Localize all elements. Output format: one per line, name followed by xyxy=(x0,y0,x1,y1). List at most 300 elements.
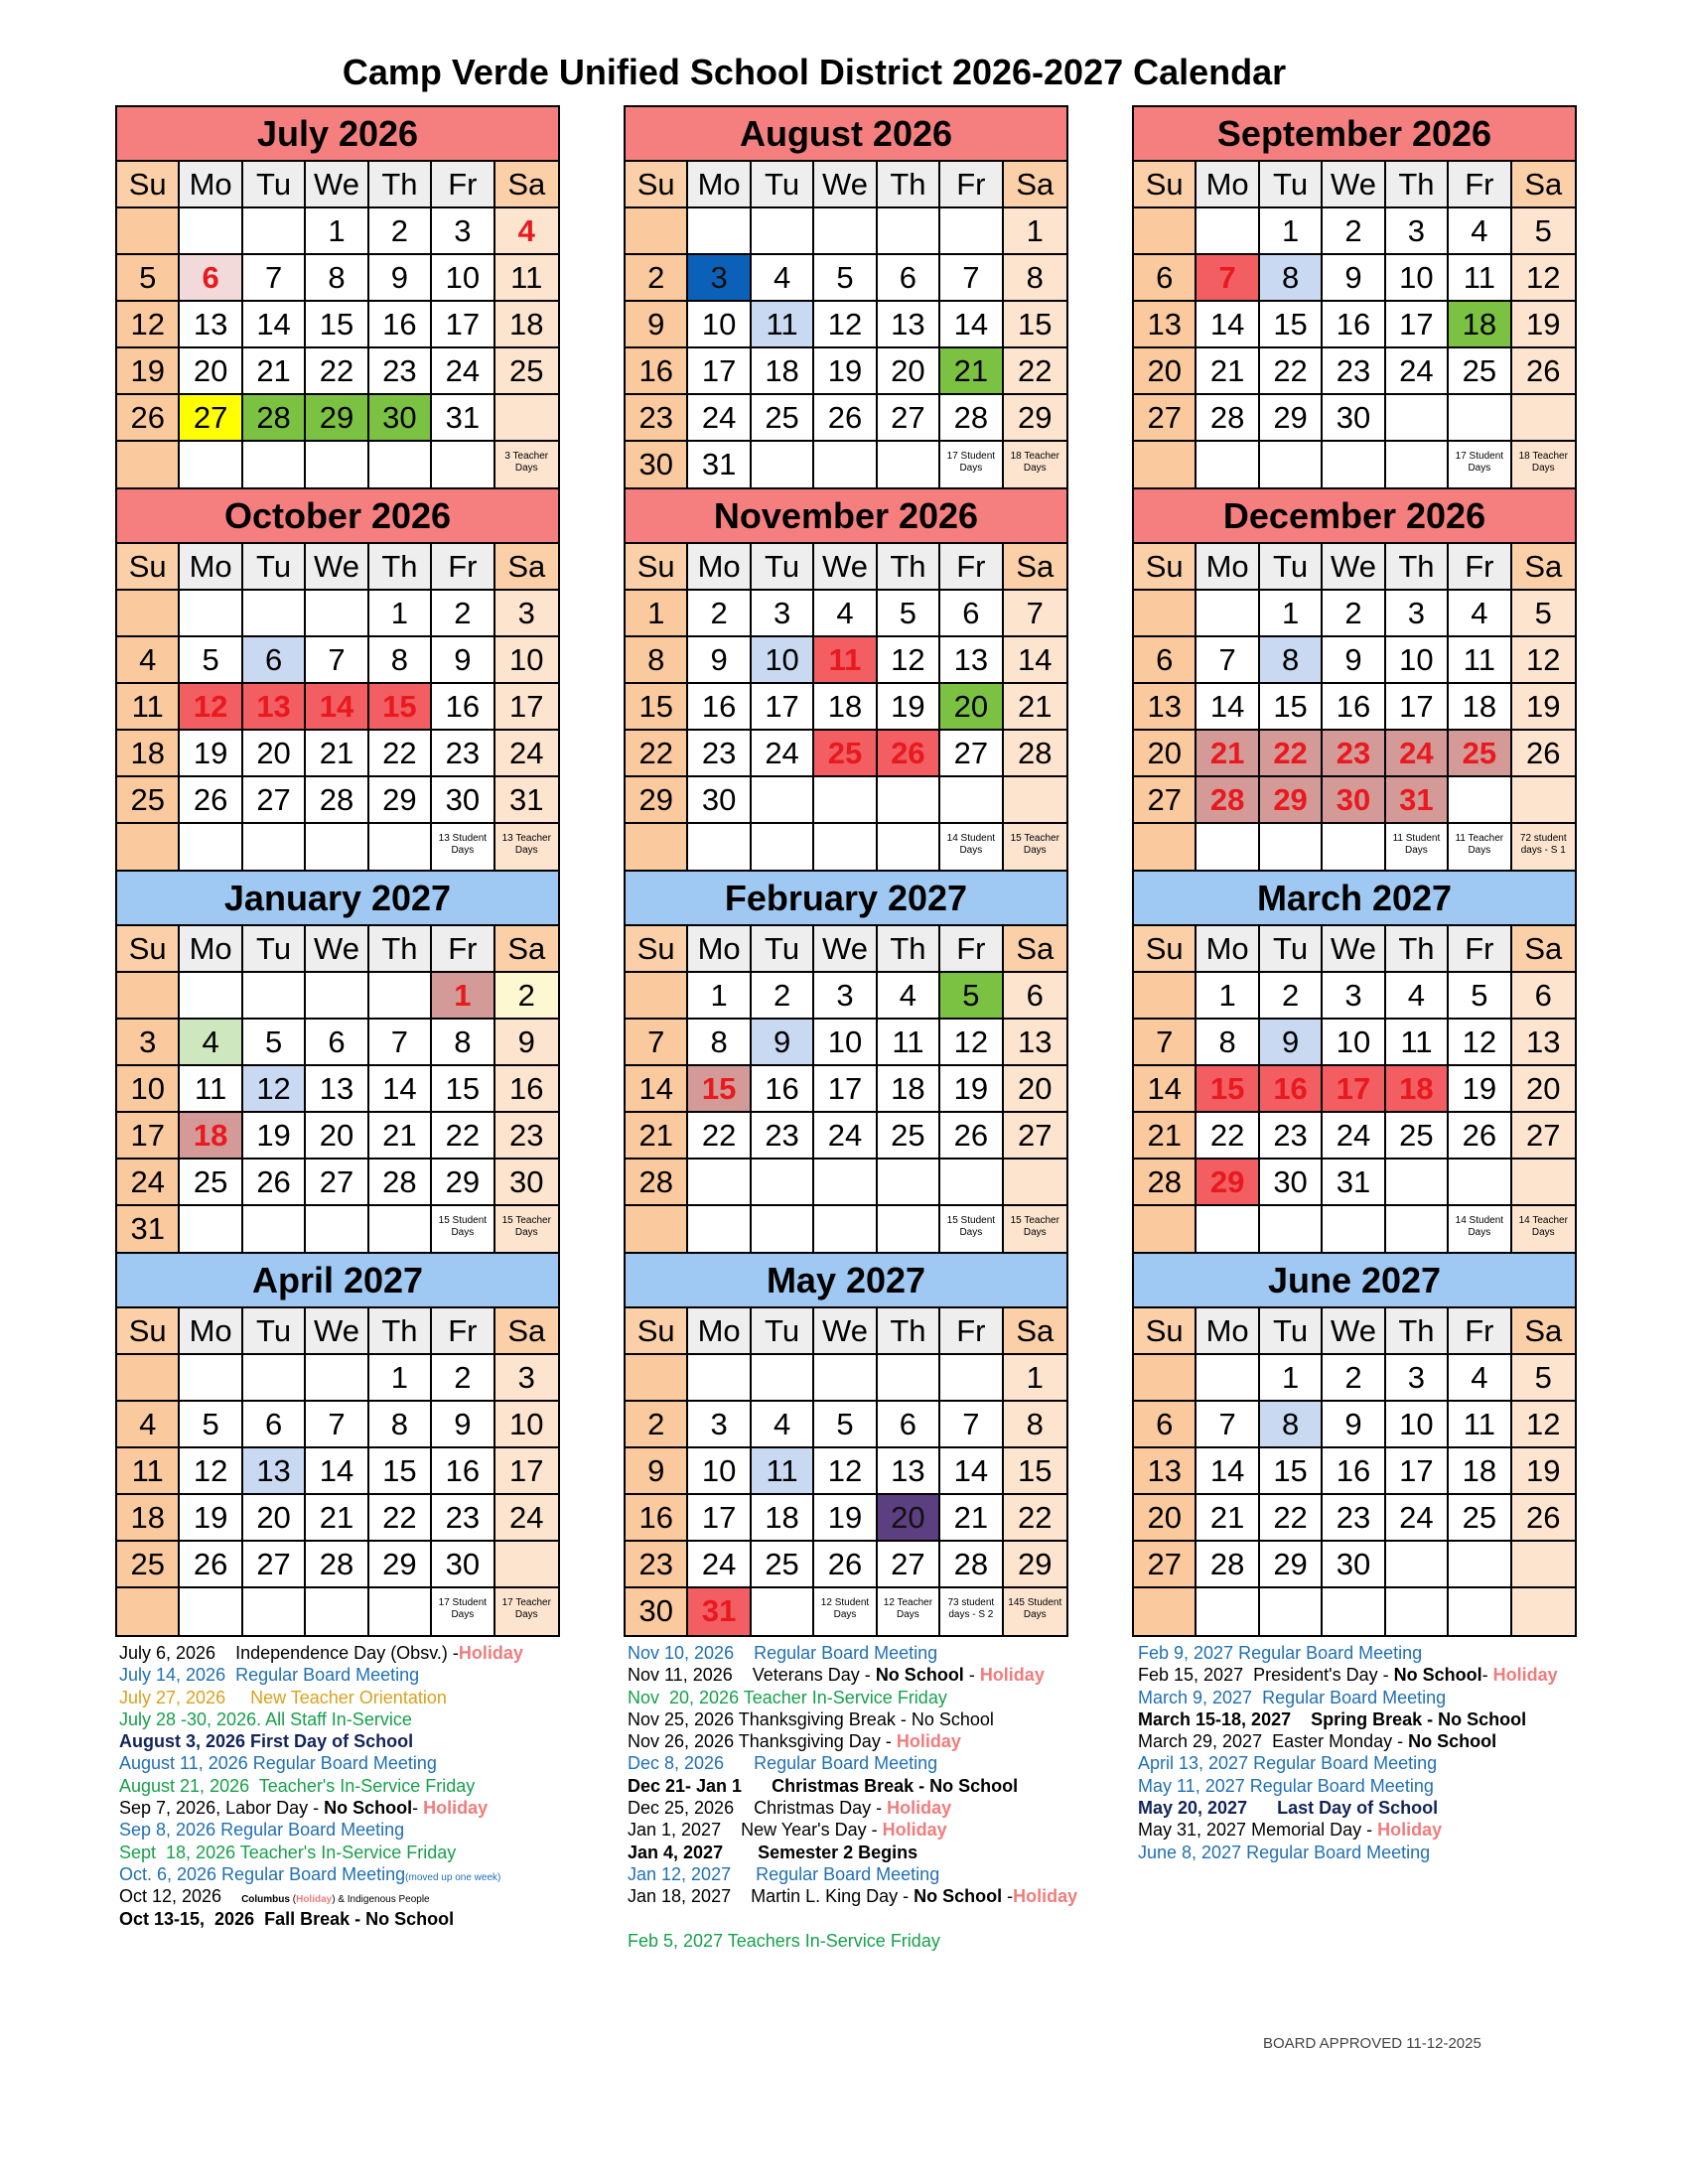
calendar-day: 31 xyxy=(688,442,751,488)
calendar-day: 28 xyxy=(306,1542,368,1588)
legend-line xyxy=(1138,1775,1615,1797)
empty-day xyxy=(752,442,814,488)
calendar-day: 16 xyxy=(688,684,751,731)
day-header: Th xyxy=(369,544,432,591)
calendar-day: 10 xyxy=(688,1448,751,1495)
empty-day xyxy=(1196,442,1259,488)
calendar-day: 11 xyxy=(752,302,814,348)
calendar-day: 8 xyxy=(369,1402,432,1448)
calendar-day: 9 xyxy=(432,637,494,684)
day-header: Su xyxy=(117,926,180,973)
empty-day xyxy=(1323,442,1385,488)
calendar-day: 21 xyxy=(1196,348,1259,395)
calendar-day: 10 xyxy=(814,1020,877,1066)
day-header: Fr xyxy=(432,544,494,591)
empty-day xyxy=(1449,1588,1511,1635)
legend-line xyxy=(628,1908,1124,1930)
calendar-day: 14 xyxy=(626,1066,688,1113)
legend-line xyxy=(119,1687,596,1708)
legend-text: Dec 25, 2026 Christmas Day - xyxy=(628,1798,888,1819)
day-header: Th xyxy=(369,162,432,208)
calendar-day: 20 xyxy=(1134,731,1196,777)
calendar-day: 5 xyxy=(814,1402,877,1448)
calendar-day: 18 xyxy=(752,1495,814,1542)
calendar-day: 21 xyxy=(1196,731,1259,777)
calendar-day: 25 xyxy=(117,777,180,824)
month-title: November 2026 xyxy=(626,489,1066,544)
day-header: Tu xyxy=(243,926,306,973)
empty-day xyxy=(814,1355,877,1402)
calendar-day: 13 xyxy=(1134,302,1196,348)
calendar-day: 5 xyxy=(1512,208,1575,255)
calendar-day: 12 xyxy=(1512,637,1575,684)
calendar-day: 23 xyxy=(1323,1495,1385,1542)
legend-text: - xyxy=(412,1798,424,1819)
calendar-day: 4 xyxy=(1449,591,1511,637)
calendar-day: 13 xyxy=(1134,684,1196,731)
month-title: June 2027 xyxy=(1134,1254,1575,1308)
empty-day xyxy=(1134,973,1196,1020)
calendar-day: 14 xyxy=(306,1448,368,1495)
day-header: Fr xyxy=(1449,1308,1511,1355)
day-count-note: 17 Student Days xyxy=(438,1597,488,1620)
calendar-day: 2 xyxy=(369,208,432,255)
calendar-day: 10 xyxy=(117,1066,180,1113)
calendar-day: 23 xyxy=(369,348,432,395)
day-count-note: 11 Student Days xyxy=(1392,833,1441,856)
month-calendar xyxy=(115,105,560,490)
calendar-day: 30 xyxy=(369,395,432,442)
legend-text: Holiday xyxy=(887,1798,952,1819)
calendar-day: 22 xyxy=(1260,348,1323,395)
calendar-day: 26 xyxy=(117,395,180,442)
empty-day xyxy=(626,973,688,1020)
month-calendar xyxy=(624,487,1068,873)
empty-day xyxy=(814,824,877,871)
legend-line xyxy=(628,1930,1124,1952)
calendar-day: 4 xyxy=(180,1020,242,1066)
calendar-day: 23 xyxy=(1323,348,1385,395)
day-header: Su xyxy=(1134,162,1196,208)
calendar-day: 20 xyxy=(878,348,940,395)
day-count-note: 17 Teacher Days xyxy=(501,1597,551,1620)
day-count-note: 18 Teacher Days xyxy=(1010,451,1059,474)
empty-day xyxy=(626,824,688,871)
calendar-day: 16 xyxy=(1323,302,1385,348)
empty-day xyxy=(752,1206,814,1253)
day-header: We xyxy=(1323,544,1385,591)
empty-day xyxy=(1449,1160,1511,1206)
day-header: Th xyxy=(1386,544,1449,591)
legend-line xyxy=(628,1797,1124,1819)
calendar-day: 14 xyxy=(940,1448,1003,1495)
legend-text: Oct 13-15, 2026 Fall Break - No School xyxy=(119,1908,455,1929)
calendar-day: 30 xyxy=(626,1588,688,1635)
calendar-day: 4 xyxy=(1386,973,1449,1020)
calendar-day: 11 xyxy=(495,255,558,302)
calendar-day: 11 xyxy=(180,1066,242,1113)
legend-text: March 15-18, 2027 Spring Break - No School xyxy=(1138,1708,1527,1729)
day-header: Sa xyxy=(1004,162,1066,208)
calendar-day: 22 xyxy=(432,1113,494,1160)
page-title: Camp Verde Unified School District 2026-2027 Calendar xyxy=(342,52,1287,92)
empty-day xyxy=(1449,395,1511,442)
calendar-day: 9 xyxy=(752,1020,814,1066)
calendar-day: 29 xyxy=(1196,1160,1259,1206)
calendar-day: 4 xyxy=(752,255,814,302)
calendar-day: 13 xyxy=(243,684,306,731)
legend-text: ) & Indigenous People xyxy=(332,1894,430,1906)
calendar-day: 12 xyxy=(814,1448,877,1495)
calendar-day: 1 xyxy=(1260,591,1323,637)
day-count-note: 15 Teacher Days xyxy=(1010,833,1059,856)
calendar-day: 1 xyxy=(688,973,751,1020)
day-header: Fr xyxy=(1449,926,1511,973)
day-header: Th xyxy=(1386,1308,1449,1355)
month-calendar xyxy=(1132,870,1577,1255)
calendar-day: 12 xyxy=(180,1448,242,1495)
empty-day xyxy=(180,824,242,871)
day-header: Mo xyxy=(688,926,751,973)
calendar-day: 15 xyxy=(688,1066,751,1113)
legend-line xyxy=(1138,1642,1615,1664)
calendar-day: 22 xyxy=(369,1495,432,1542)
note-cell xyxy=(1512,824,1575,871)
legend-text: March 29, 2027 Easter Monday - xyxy=(1138,1731,1409,1752)
calendar-day: 10 xyxy=(1386,1402,1449,1448)
calendar-day: 5 xyxy=(1449,973,1511,1020)
day-header: Th xyxy=(369,926,432,973)
empty-day xyxy=(243,1588,306,1635)
legend-text: April 13, 2027 Regular Board Meeting xyxy=(1138,1753,1438,1774)
day-count-note: 12 Teacher Days xyxy=(883,1597,933,1620)
day-header: We xyxy=(306,1308,368,1355)
calendar-day: 28 xyxy=(1196,1542,1259,1588)
legend-line xyxy=(628,1863,1124,1885)
day-header: Su xyxy=(1134,1308,1196,1355)
calendar-day: 29 xyxy=(1260,1542,1323,1588)
calendar-day: 21 xyxy=(1004,684,1066,731)
legend-text: Feb 5, 2027 Teachers In-Service Friday xyxy=(628,1930,940,1951)
day-header: Mo xyxy=(688,544,751,591)
calendar-day: 19 xyxy=(117,348,180,395)
calendar-day: 8 xyxy=(1004,1402,1066,1448)
legend-line xyxy=(628,1642,1124,1664)
day-header: We xyxy=(306,926,368,973)
empty-day xyxy=(369,1588,432,1635)
empty-day xyxy=(306,824,368,871)
calendar-day: 19 xyxy=(814,1495,877,1542)
calendar-day: 19 xyxy=(180,731,242,777)
legend-text: Feb 15, 2027 President's Day - xyxy=(1138,1665,1394,1686)
calendar-day: 26 xyxy=(243,1160,306,1206)
day-header: Su xyxy=(626,1308,688,1355)
calendar-day: 11 xyxy=(814,637,877,684)
legend-text: Holiday xyxy=(896,1731,961,1752)
legend-line xyxy=(628,1687,1124,1708)
day-header: Sa xyxy=(1004,544,1066,591)
legend-text: August 21, 2026 Teacher's In-Service Friday xyxy=(119,1775,476,1796)
empty-day xyxy=(180,1588,242,1635)
empty-day xyxy=(814,777,877,824)
day-header: Fr xyxy=(940,544,1003,591)
legend-text: Feb 9, 2027 Regular Board Meeting xyxy=(1138,1643,1423,1663)
legend-text: - xyxy=(963,1665,980,1686)
legend-text: Jan 18, 2027 Martin L. King Day - xyxy=(628,1886,915,1907)
calendar-day: 24 xyxy=(495,1495,558,1542)
empty-day xyxy=(1004,1160,1066,1206)
note-cell xyxy=(1386,824,1449,871)
legend-line xyxy=(1138,1797,1615,1819)
calendar-day: 31 xyxy=(495,777,558,824)
legend-text: May 11, 2027 Regular Board Meeting xyxy=(1138,1775,1434,1796)
empty-day xyxy=(1134,1588,1196,1635)
calendar-day: 11 xyxy=(117,684,180,731)
note-cell xyxy=(1004,1206,1066,1253)
legend-text: No School xyxy=(914,1886,1003,1907)
calendar-day: 22 xyxy=(1004,348,1066,395)
calendar-day: 22 xyxy=(306,348,368,395)
empty-day xyxy=(1386,1160,1449,1206)
day-header: Mo xyxy=(180,544,242,591)
calendar-day: 27 xyxy=(1512,1113,1575,1160)
legend-text: Oct. 6, 2026 Regular Board Meeting xyxy=(119,1863,406,1884)
calendar-day: 19 xyxy=(1449,1066,1511,1113)
empty-day xyxy=(752,208,814,255)
day-header: Mo xyxy=(1196,1308,1259,1355)
calendar-day: 4 xyxy=(117,1402,180,1448)
note-cell xyxy=(495,824,558,871)
calendar-day: 6 xyxy=(306,1020,368,1066)
calendar-day: 21 xyxy=(369,1113,432,1160)
empty-day xyxy=(940,1355,1003,1402)
day-count-note: 73 student days - S 2 xyxy=(947,1597,995,1620)
day-header: Tu xyxy=(1260,162,1323,208)
calendar-day: 24 xyxy=(432,348,494,395)
empty-day xyxy=(306,1588,368,1635)
empty-day xyxy=(1134,1206,1196,1253)
calendar-day: 22 xyxy=(1260,731,1323,777)
empty-day xyxy=(180,973,242,1020)
calendar-day: 26 xyxy=(878,731,940,777)
calendar-day: 28 xyxy=(1004,731,1066,777)
legend-text: Holiday xyxy=(1013,1886,1078,1907)
calendar-day: 16 xyxy=(626,1495,688,1542)
calendar-day: 29 xyxy=(306,395,368,442)
calendar-day: 5 xyxy=(1512,1355,1575,1402)
calendar-day: 15 xyxy=(369,1448,432,1495)
day-count-note: 18 Teacher Days xyxy=(1518,451,1568,474)
month-title: January 2027 xyxy=(117,872,558,926)
empty-day xyxy=(688,1160,751,1206)
empty-day xyxy=(1196,824,1259,871)
legend-line xyxy=(119,1842,596,1863)
calendar-day: 4 xyxy=(814,591,877,637)
day-header: Mo xyxy=(180,162,242,208)
calendar-day: 2 xyxy=(432,591,494,637)
calendar-day: 12 xyxy=(940,1020,1003,1066)
day-count-note: 14 Student Days xyxy=(1455,1215,1504,1238)
day-count-note: 15 Teacher Days xyxy=(1010,1215,1059,1238)
legend-text: Jan 1, 2027 New Year's Day - xyxy=(628,1820,883,1841)
calendar-day: 20 xyxy=(306,1113,368,1160)
month-calendar xyxy=(624,870,1068,1255)
legend-line xyxy=(1138,1842,1615,1863)
calendar-day: 16 xyxy=(1323,1448,1385,1495)
calendar-day: 2 xyxy=(495,973,558,1020)
legend-line xyxy=(119,1885,596,1907)
day-header: Sa xyxy=(1512,1308,1575,1355)
calendar-day: 25 xyxy=(1449,348,1511,395)
calendar-day: 17 xyxy=(1386,1448,1449,1495)
calendar-day: 8 xyxy=(1260,1402,1323,1448)
calendar-day: 26 xyxy=(180,777,242,824)
calendar-day: 9 xyxy=(688,637,751,684)
calendar-day: 17 xyxy=(814,1066,877,1113)
empty-day xyxy=(1323,1206,1385,1253)
calendar-day: 23 xyxy=(1323,731,1385,777)
calendar-day: 5 xyxy=(1512,591,1575,637)
calendar-day: 13 xyxy=(1004,1020,1066,1066)
day-count-note: 13 Teacher Days xyxy=(501,833,551,856)
legend-text: Nov 20, 2026 Teacher In-Service Friday xyxy=(628,1687,947,1707)
empty-day xyxy=(432,442,494,488)
empty-day xyxy=(940,208,1003,255)
day-count-note: 14 Student Days xyxy=(946,833,996,856)
empty-day xyxy=(752,777,814,824)
legend-line xyxy=(1138,1752,1615,1774)
empty-day xyxy=(688,208,751,255)
empty-day xyxy=(1386,442,1449,488)
calendar-day: 12 xyxy=(1512,1402,1575,1448)
day-header: Tu xyxy=(752,1308,814,1355)
day-header: Su xyxy=(1134,544,1196,591)
calendar-day: 18 xyxy=(1449,1448,1511,1495)
month-calendar xyxy=(1132,487,1577,873)
calendar-day: 27 xyxy=(243,1542,306,1588)
calendar-day: 1 xyxy=(369,591,432,637)
month-title: August 2026 xyxy=(626,107,1066,162)
empty-day xyxy=(1449,1542,1511,1588)
calendar-day: 30 xyxy=(432,1542,494,1588)
empty-day xyxy=(117,973,180,1020)
legend-text: Holiday xyxy=(458,1643,523,1663)
calendar-day: 13 xyxy=(1134,1448,1196,1495)
calendar-day: 15 xyxy=(306,302,368,348)
calendar-day: 6 xyxy=(878,1402,940,1448)
calendar-day: 4 xyxy=(117,637,180,684)
calendar-day: 8 xyxy=(1260,637,1323,684)
day-header: Th xyxy=(1386,926,1449,973)
note-cell xyxy=(1449,1206,1511,1253)
calendar-day: 6 xyxy=(1134,637,1196,684)
day-header: Sa xyxy=(1004,926,1066,973)
day-header: Fr xyxy=(432,1308,494,1355)
calendar-day: 14 xyxy=(940,302,1003,348)
calendar-day: 29 xyxy=(626,777,688,824)
legend-text: No School xyxy=(1393,1665,1482,1686)
calendar-day: 7 xyxy=(1196,637,1259,684)
day-header: Su xyxy=(626,926,688,973)
day-header: Sa xyxy=(495,544,558,591)
day-header: Su xyxy=(117,544,180,591)
legend-line xyxy=(628,1708,1124,1730)
calendar-day: 17 xyxy=(752,684,814,731)
calendar-day: 27 xyxy=(243,777,306,824)
empty-day xyxy=(1196,1206,1259,1253)
calendar-day: 26 xyxy=(940,1113,1003,1160)
calendar-day: 7 xyxy=(940,1402,1003,1448)
calendar-day: 25 xyxy=(1386,1113,1449,1160)
calendar-day: 6 xyxy=(180,255,242,302)
empty-day xyxy=(878,1206,940,1253)
calendar-day: 12 xyxy=(1512,255,1575,302)
day-header: Fr xyxy=(940,162,1003,208)
calendar-day: 6 xyxy=(243,637,306,684)
calendar-day: 15 xyxy=(1196,1066,1259,1113)
note-cell xyxy=(940,442,1003,488)
calendar-day: 18 xyxy=(878,1066,940,1113)
calendar-day: 28 xyxy=(626,1160,688,1206)
calendar-day: 18 xyxy=(752,348,814,395)
note-cell xyxy=(814,1588,877,1635)
calendar-day: 31 xyxy=(1323,1160,1385,1206)
month-title: March 2027 xyxy=(1134,872,1575,926)
note-cell xyxy=(432,1588,494,1635)
calendar-day: 7 xyxy=(1134,1020,1196,1066)
day-header: Tu xyxy=(243,162,306,208)
day-header: Su xyxy=(1134,926,1196,973)
legend-text: July 6, 2026 Independence Day (Obsv.) - xyxy=(119,1643,459,1663)
calendar-day: 25 xyxy=(752,395,814,442)
note-cell xyxy=(495,1206,558,1253)
empty-day xyxy=(117,442,180,488)
calendar-day: 8 xyxy=(1260,255,1323,302)
calendar-day: 16 xyxy=(495,1066,558,1113)
day-count-note: 3 Teacher Days xyxy=(504,451,549,474)
calendar-day: 13 xyxy=(306,1066,368,1113)
calendar-day: 17 xyxy=(432,302,494,348)
calendar-day: 16 xyxy=(369,302,432,348)
day-header: Th xyxy=(878,926,940,973)
month-title: September 2026 xyxy=(1134,107,1575,162)
calendar-day: 28 xyxy=(940,1542,1003,1588)
calendar-day: 29 xyxy=(369,777,432,824)
legend-text: Jan 12, 2027 Regular Board Meeting xyxy=(628,1863,940,1884)
calendar-day: 19 xyxy=(1512,302,1575,348)
empty-day xyxy=(306,1355,368,1402)
empty-day xyxy=(243,591,306,637)
calendar-day: 23 xyxy=(752,1113,814,1160)
calendar-day: 11 xyxy=(1386,1020,1449,1066)
empty-day xyxy=(180,1206,242,1253)
legend-line xyxy=(119,1642,596,1664)
calendar-day: 29 xyxy=(432,1160,494,1206)
day-header: Tu xyxy=(752,544,814,591)
calendar-day: 7 xyxy=(306,637,368,684)
calendar-day: 24 xyxy=(814,1113,877,1160)
calendar-day: 25 xyxy=(814,731,877,777)
calendar-day: 1 xyxy=(306,208,368,255)
calendar-day: 25 xyxy=(1449,731,1511,777)
calendar-day: 1 xyxy=(432,973,494,1020)
calendar-day: 26 xyxy=(1512,1495,1575,1542)
month-title: December 2026 xyxy=(1134,489,1575,544)
note-cell xyxy=(1512,442,1575,488)
note-cell xyxy=(495,1588,558,1635)
calendar-day: 18 xyxy=(814,684,877,731)
calendar-day: 9 xyxy=(1323,255,1385,302)
